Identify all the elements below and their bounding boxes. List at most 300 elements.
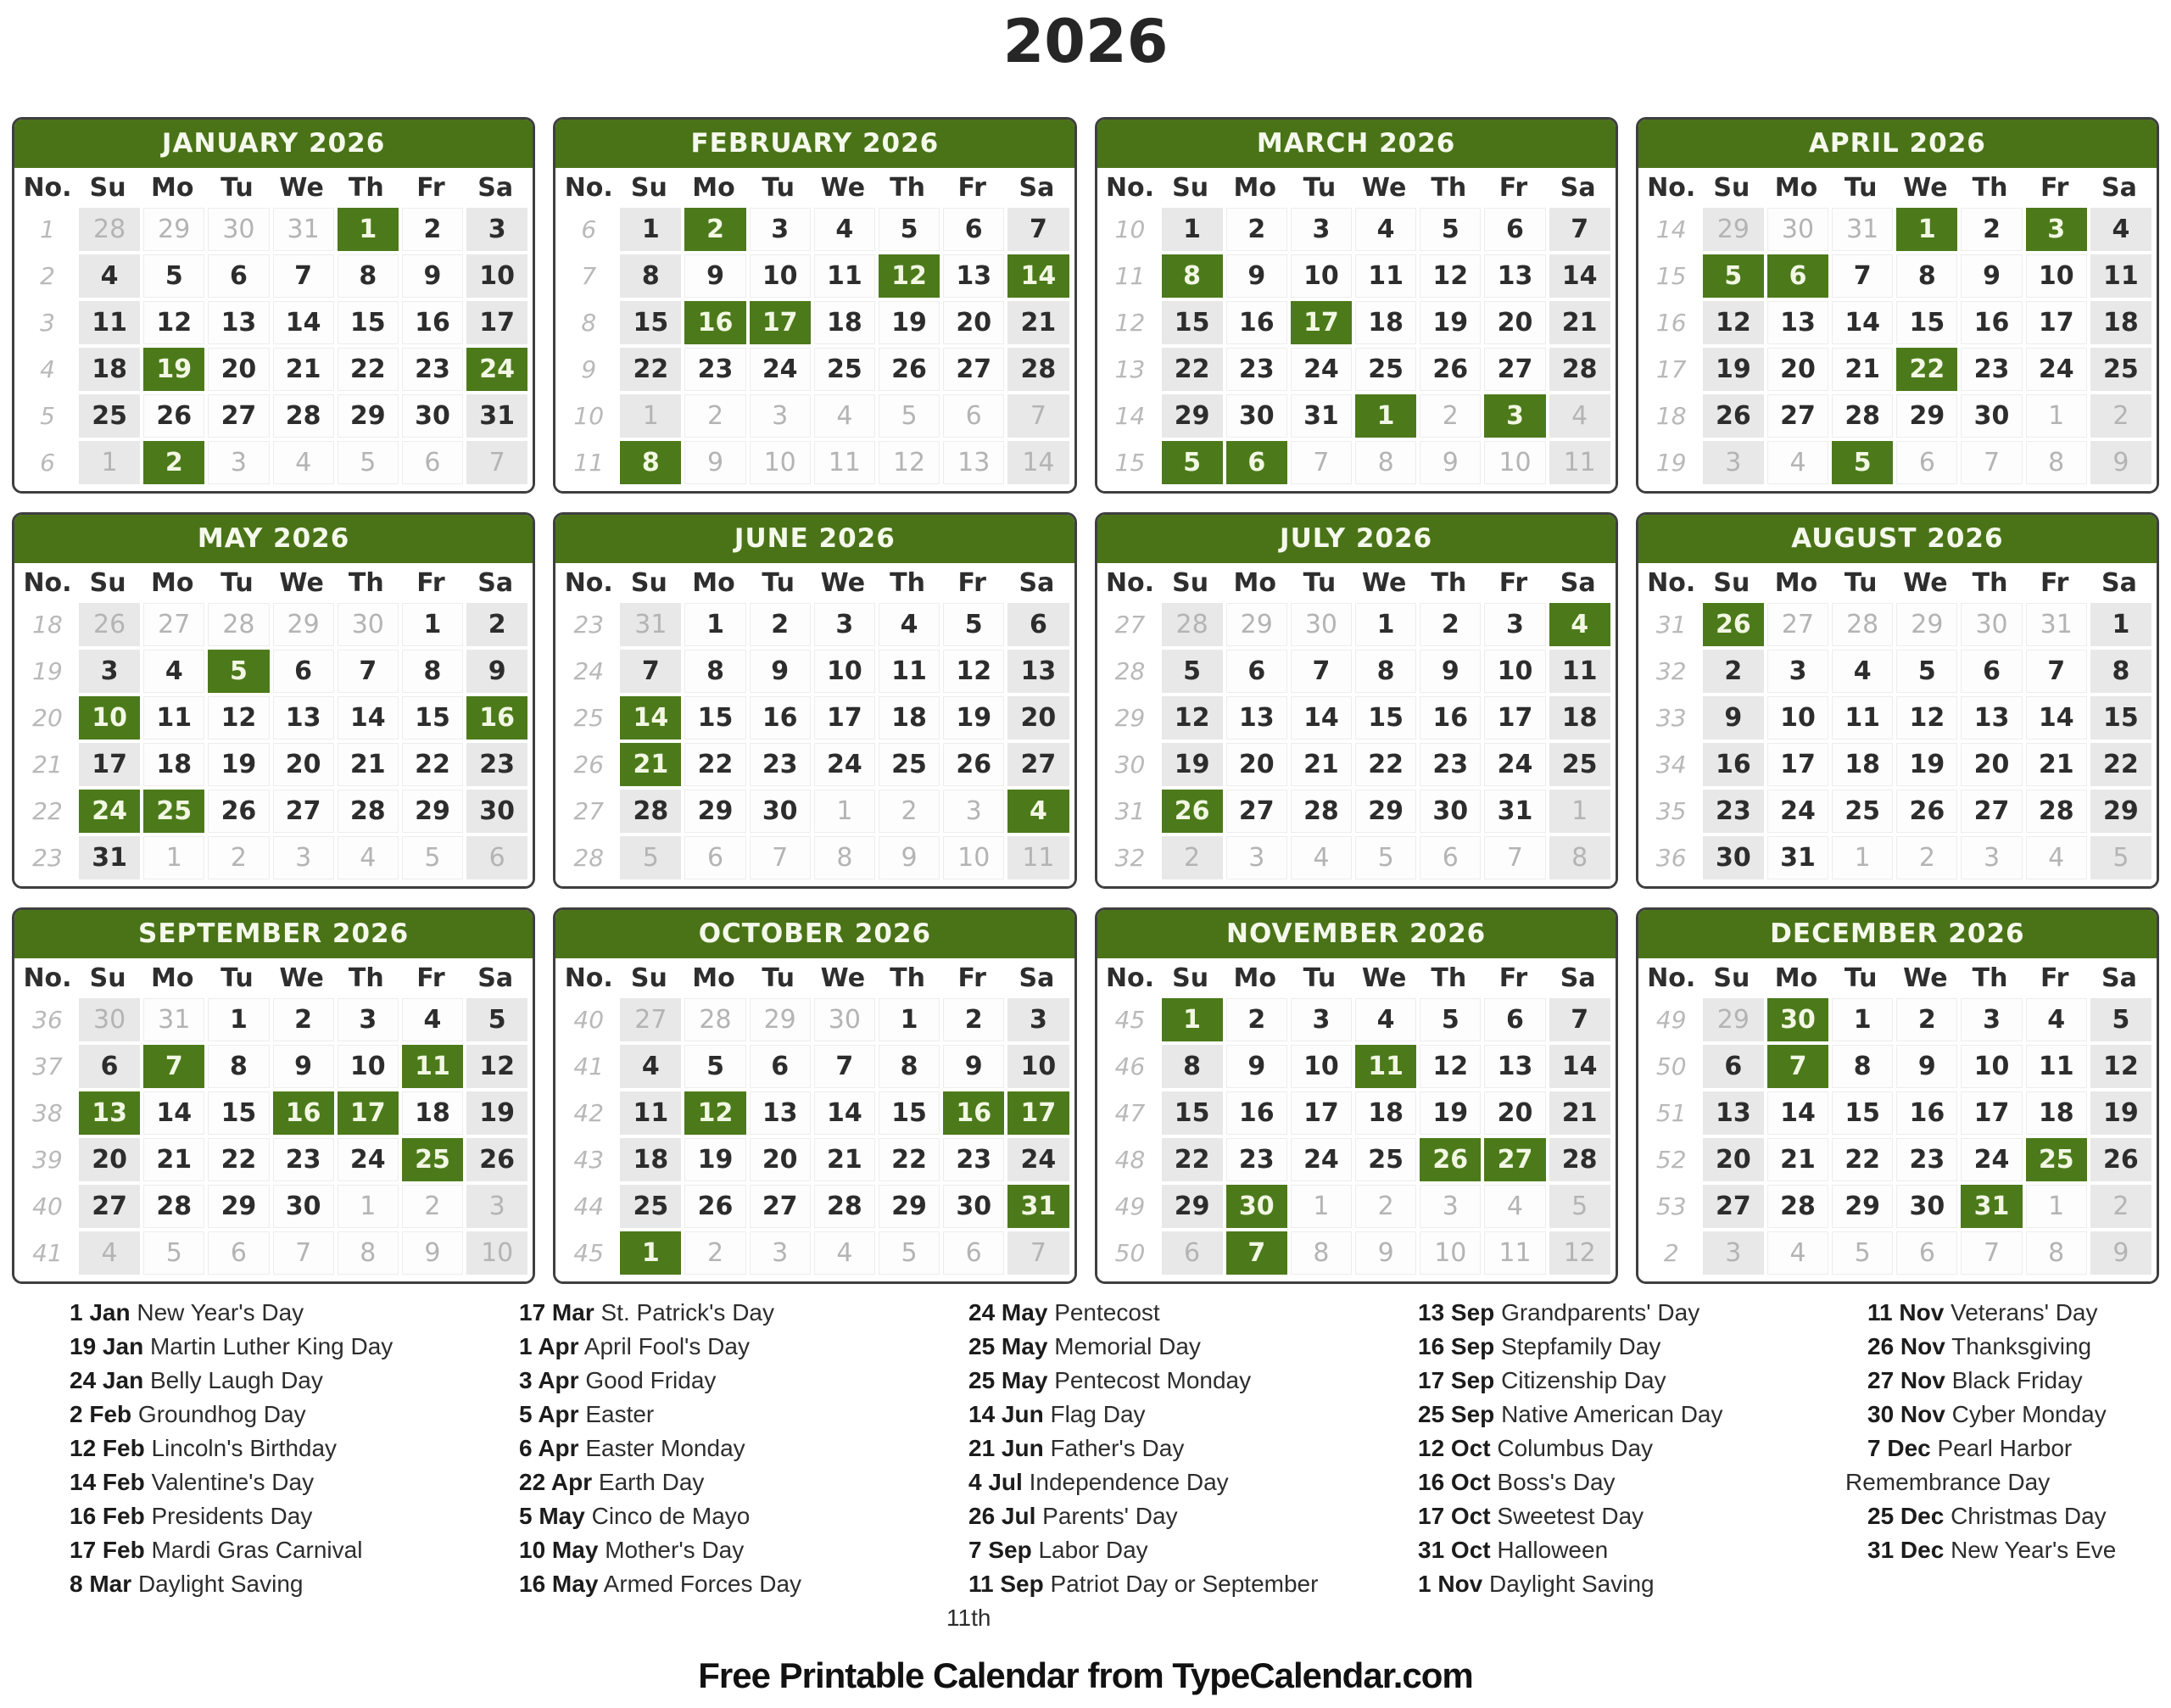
holiday-list — [47, 1296, 2171, 1635]
day-cell: 4 — [79, 1231, 140, 1275]
holiday-date: 16 Feb — [70, 1503, 145, 1530]
week-number: 19 — [32, 657, 63, 686]
holiday-date: 1 Jan — [70, 1299, 131, 1326]
day-cell: 3 — [1961, 836, 2022, 879]
day-cell: 6 — [1961, 650, 2022, 693]
day-cell: 10 — [1767, 696, 1828, 740]
day-cell-holiday: 21 — [620, 743, 681, 786]
day-cell: 5 — [879, 394, 940, 438]
day-cell-holiday: 30 — [1226, 1185, 1287, 1228]
holiday-name: Christmas Day — [1951, 1503, 2107, 1530]
week-number: 48 — [1114, 1146, 1146, 1175]
day-cell: 5 — [1420, 998, 1481, 1041]
day-cell-holiday: 31 — [1961, 1185, 2022, 1228]
day-cell: 10 — [466, 1231, 527, 1275]
holiday-entry — [497, 1296, 870, 1330]
holiday-date: 12 Feb — [70, 1435, 145, 1462]
day-cell: 12 — [1420, 254, 1481, 298]
day-cell: 14 — [1291, 696, 1352, 740]
day-cell-holiday: 8 — [620, 441, 681, 484]
holiday-date: 17 Feb — [70, 1537, 145, 1564]
week-number: 53 — [1655, 1192, 1687, 1221]
week-number: 41 — [32, 1239, 63, 1268]
day-cell: 4 — [338, 836, 399, 879]
day-cell-holiday: 5 — [1162, 441, 1223, 484]
holiday-date: 8 Mar — [70, 1571, 132, 1598]
day-cell: 6 — [943, 1231, 1004, 1275]
day-cell: 9 — [402, 254, 463, 298]
day-cell: 13 — [1484, 1045, 1545, 1088]
day-cell: 10 — [814, 650, 875, 693]
holiday-name: Native American Day — [1501, 1401, 1723, 1428]
day-cell: 13 — [1484, 254, 1545, 298]
day-cell: 11 — [879, 650, 940, 693]
day-cell: 6 — [466, 836, 527, 879]
holiday-date: 27 Nov — [1867, 1367, 1945, 1394]
week-number: 10 — [1114, 215, 1146, 244]
holiday-entry — [47, 1567, 421, 1601]
holiday-entry — [1396, 1330, 1769, 1364]
day-cell: 3 — [750, 1231, 811, 1275]
holiday-name: Armed Forces Day — [603, 1571, 802, 1598]
holiday-column — [1845, 1296, 2171, 1635]
weekday-header-row — [555, 958, 1074, 998]
day-cell: 29 — [338, 394, 399, 438]
day-cell-holiday: 12 — [684, 1091, 745, 1135]
day-cell: 22 — [1162, 1138, 1223, 1181]
week-number: 49 — [1655, 1006, 1687, 1035]
day-cell: 1 — [1549, 790, 1610, 833]
day-cell: 2 — [1420, 394, 1481, 438]
day-cell: 24 — [338, 1138, 399, 1181]
week-number: 34 — [1655, 751, 1687, 779]
day-cell: 8 — [1162, 1045, 1223, 1088]
holiday-entry — [497, 1432, 870, 1465]
holiday-date: 16 Oct — [1418, 1469, 1491, 1496]
month-card — [1636, 512, 2159, 889]
month-title: JUNE 2026 — [555, 515, 1074, 563]
month-card — [1636, 907, 2159, 1284]
weekday-label: Su — [1172, 963, 1209, 994]
holiday-name: Good Friday — [585, 1367, 717, 1394]
holiday-name: Earth Day — [598, 1469, 705, 1496]
holiday-date: 14 Jun — [968, 1401, 1044, 1428]
month-days-grid — [14, 998, 533, 1281]
day-cell: 4 — [879, 603, 940, 646]
week-number: 11 — [1114, 262, 1146, 291]
day-cell: 11 — [143, 696, 204, 740]
day-cell: 17 — [2026, 301, 2087, 344]
weekday-label: Sa — [477, 173, 514, 204]
weekday-label: Sa — [477, 963, 514, 994]
weekday-label: Th — [1431, 173, 1467, 204]
day-cell: 28 — [79, 208, 140, 251]
week-number: 6 — [581, 215, 597, 244]
day-cell: 4 — [1832, 650, 1893, 693]
day-cell: 2 — [1226, 208, 1287, 251]
day-cell: 25 — [1549, 743, 1610, 786]
weekday-label: Sa — [2101, 173, 2137, 204]
holiday-entry — [497, 1465, 870, 1499]
holiday-date: 1 Nov — [1418, 1571, 1483, 1598]
day-cell: 22 — [1162, 348, 1223, 391]
day-cell: 4 — [402, 998, 463, 1041]
day-cell: 20 — [208, 348, 269, 391]
week-number: 23 — [573, 611, 605, 639]
day-cell-holiday: 6 — [1226, 441, 1287, 484]
weekday-label: No. — [1647, 568, 1696, 599]
page-title: 2026 — [1002, 7, 1169, 76]
day-cell: 3 — [1007, 998, 1069, 1041]
holiday-column — [497, 1296, 870, 1635]
weekday-label: Tu — [1303, 568, 1337, 599]
day-cell: 23 — [1226, 348, 1287, 391]
day-cell: 4 — [1355, 208, 1416, 251]
day-cell: 6 — [943, 208, 1004, 251]
holiday-name: Memorial Day — [1054, 1333, 1201, 1360]
week-number: 46 — [1114, 1052, 1146, 1081]
month-title: AUGUST 2026 — [1638, 515, 2157, 563]
day-cell-holiday: 4 — [1549, 603, 1610, 646]
day-cell-holiday: 1 — [620, 1231, 681, 1275]
holiday-entry — [47, 1364, 421, 1398]
day-cell: 7 — [338, 650, 399, 693]
day-cell-holiday: 26 — [1420, 1138, 1481, 1181]
day-cell: 1 — [684, 603, 745, 646]
day-cell: 31 — [79, 836, 140, 879]
month-card — [553, 512, 1076, 889]
day-cell: 20 — [273, 743, 334, 786]
week-number: 33 — [1655, 704, 1687, 733]
day-cell-holiday: 26 — [1703, 603, 1764, 646]
day-cell: 30 — [273, 1185, 334, 1228]
holiday-entry — [47, 1296, 421, 1330]
day-cell: 9 — [1226, 254, 1287, 298]
day-cell: 14 — [143, 1091, 204, 1135]
holiday-entry — [47, 1398, 421, 1432]
day-cell: 29 — [2090, 790, 2151, 833]
week-number: 44 — [573, 1192, 605, 1221]
day-cell: 10 — [1291, 254, 1352, 298]
day-cell-holiday: 30 — [1767, 998, 1828, 1041]
holiday-name: Pearl Harbor Remembrance Day — [1845, 1435, 2073, 1496]
day-cell: 4 — [814, 394, 875, 438]
day-cell-holiday: 5 — [208, 650, 269, 693]
day-cell: 2 — [1226, 998, 1287, 1041]
day-cell: 21 — [1291, 743, 1352, 786]
week-number: 8 — [581, 309, 597, 338]
month-card — [553, 117, 1076, 494]
day-cell-holiday: 3 — [2026, 208, 2087, 251]
day-cell: 27 — [208, 394, 269, 438]
day-cell: 21 — [1832, 348, 1893, 391]
day-cell: 1 — [143, 836, 204, 879]
weekday-label: No. — [23, 173, 72, 204]
day-cell: 7 — [1961, 441, 2022, 484]
day-cell: 18 — [1832, 743, 1893, 786]
day-cell: 18 — [1355, 1091, 1416, 1135]
weekday-label: Tu — [1844, 173, 1878, 204]
day-cell: 13 — [208, 301, 269, 344]
holiday-date: 11 Sep — [968, 1571, 1044, 1598]
day-cell: 6 — [1896, 441, 1957, 484]
week-number: 41 — [573, 1052, 605, 1081]
day-cell: 25 — [814, 348, 875, 391]
holiday-name: Presidents Day — [151, 1503, 313, 1530]
day-cell: 3 — [1291, 208, 1352, 251]
day-cell: 18 — [2026, 1091, 2087, 1135]
day-cell: 27 — [143, 603, 204, 646]
day-cell: 22 — [620, 348, 681, 391]
week-number: 13 — [1114, 355, 1146, 384]
month-days-grid — [14, 208, 533, 491]
day-cell: 10 — [2026, 254, 2087, 298]
week-number: 37 — [32, 1052, 63, 1081]
holiday-date: 14 Feb — [70, 1469, 145, 1496]
weekday-label: Sa — [1019, 963, 1055, 994]
day-cell: 8 — [684, 650, 745, 693]
day-cell: 23 — [1961, 348, 2022, 391]
holiday-name: Daylight Saving — [1489, 1571, 1655, 1598]
day-cell: 9 — [273, 1045, 334, 1088]
weekday-label: Sa — [2101, 568, 2137, 599]
week-number: 20 — [32, 704, 63, 733]
day-cell: 18 — [1355, 301, 1416, 344]
day-cell: 1 — [208, 998, 269, 1041]
week-number: 15 — [1114, 449, 1146, 477]
holiday-date: 25 Dec — [1867, 1503, 1945, 1530]
week-number: 26 — [573, 751, 605, 779]
weekday-label: Su — [1713, 963, 1750, 994]
day-cell: 2 — [466, 603, 527, 646]
day-cell-holiday: 7 — [1226, 1231, 1287, 1275]
weekday-label: We — [1903, 568, 1948, 599]
week-number: 3 — [40, 309, 55, 338]
day-cell: 2 — [684, 394, 745, 438]
day-cell-holiday: 5 — [1703, 254, 1764, 298]
day-cell: 5 — [1896, 650, 1957, 693]
month-days-grid — [1097, 208, 1616, 491]
day-cell-holiday: 2 — [143, 441, 204, 484]
day-cell: 20 — [1767, 348, 1828, 391]
day-cell: 3 — [1484, 603, 1545, 646]
day-cell: 15 — [1162, 1091, 1223, 1135]
day-cell: 27 — [79, 1185, 140, 1228]
holiday-entry — [47, 1330, 421, 1364]
day-cell: 10 — [1007, 1045, 1069, 1088]
day-cell: 24 — [1484, 743, 1545, 786]
day-cell: 24 — [1961, 1138, 2022, 1181]
weekday-label: Tu — [220, 173, 254, 204]
day-cell: 28 — [1832, 394, 1893, 438]
day-cell: 14 — [273, 301, 334, 344]
day-cell: 31 — [143, 998, 204, 1041]
weekday-label: Mo — [1233, 173, 1276, 204]
day-cell: 3 — [273, 836, 334, 879]
day-cell: 9 — [684, 254, 745, 298]
holiday-entry — [1396, 1567, 1769, 1601]
day-cell: 8 — [620, 254, 681, 298]
day-cell: 28 — [273, 394, 334, 438]
holiday-entry — [1845, 1432, 2171, 1499]
weekday-label: Th — [890, 568, 925, 599]
week-number: 11 — [573, 449, 605, 477]
holiday-entry — [497, 1499, 870, 1533]
day-cell-holiday: 16 — [684, 301, 745, 344]
holiday-name: Easter — [585, 1401, 655, 1428]
day-cell: 13 — [943, 254, 1004, 298]
weekday-label: Sa — [1560, 568, 1596, 599]
weekday-label: Th — [890, 963, 925, 994]
holiday-date: 26 Nov — [1867, 1333, 1945, 1360]
day-cell: 15 — [1162, 301, 1223, 344]
weekday-label: Su — [1713, 173, 1750, 204]
holiday-date: 24 Jan — [70, 1367, 144, 1394]
weekday-label: We — [1903, 173, 1948, 204]
day-cell: 5 — [879, 1231, 940, 1275]
holiday-date: 22 Apr — [519, 1469, 593, 1496]
day-cell: 6 — [1703, 1045, 1764, 1088]
day-cell: 2 — [1703, 650, 1764, 693]
day-cell: 4 — [273, 441, 334, 484]
day-cell: 20 — [1007, 696, 1069, 740]
day-cell: 16 — [750, 696, 811, 740]
month-days-grid — [555, 208, 1074, 491]
day-cell: 6 — [750, 1045, 811, 1088]
day-cell: 27 — [273, 790, 334, 833]
day-cell: 9 — [1896, 1045, 1957, 1088]
month-days-grid — [1097, 998, 1616, 1281]
day-cell: 6 — [208, 1231, 269, 1275]
day-cell: 3 — [466, 208, 527, 251]
day-cell: 19 — [943, 696, 1004, 740]
day-cell: 25 — [79, 394, 140, 438]
holiday-entry — [1396, 1499, 1769, 1533]
weekday-label: Th — [1431, 963, 1467, 994]
day-cell: 8 — [2026, 441, 2087, 484]
weekday-label: Sa — [1019, 173, 1055, 204]
day-cell-holiday: 1 — [1355, 394, 1416, 438]
week-number: 2 — [40, 262, 55, 291]
day-cell: 1 — [1162, 208, 1223, 251]
week-number: 5 — [40, 402, 55, 431]
weekday-label: Fr — [416, 173, 445, 204]
day-cell: 30 — [79, 998, 140, 1041]
weekday-label: Fr — [957, 568, 986, 599]
weekday-label: Fr — [2040, 568, 2069, 599]
day-cell: 13 — [943, 441, 1004, 484]
weekday-label: Th — [1431, 568, 1467, 599]
day-cell: 26 — [2090, 1138, 2151, 1181]
week-number: 30 — [1114, 751, 1146, 779]
holiday-entry — [1396, 1432, 1769, 1465]
day-cell: 22 — [1832, 1138, 1893, 1181]
day-cell-holiday: 7 — [1767, 1045, 1828, 1088]
day-cell: 13 — [1767, 301, 1828, 344]
month-card — [1095, 907, 1618, 1284]
week-number: 31 — [1114, 797, 1146, 826]
day-cell: 21 — [2026, 743, 2087, 786]
day-cell: 14 — [814, 1091, 875, 1135]
weekday-label: Mo — [1233, 963, 1276, 994]
weekday-label: Th — [348, 568, 384, 599]
month-days-grid — [1638, 603, 2157, 886]
weekday-header-row — [555, 168, 1074, 208]
month-title: JULY 2026 — [1097, 515, 1616, 563]
day-cell-holiday: 26 — [1162, 790, 1223, 833]
holiday-date: 31 Dec — [1867, 1537, 1945, 1564]
day-cell: 3 — [1226, 836, 1287, 879]
day-cell: 9 — [750, 650, 811, 693]
weekday-label: Su — [1713, 568, 1750, 599]
day-cell: 26 — [208, 790, 269, 833]
holiday-entry — [946, 1296, 1320, 1330]
holiday-entry — [1845, 1499, 2171, 1533]
day-cell: 29 — [208, 1185, 269, 1228]
day-cell-holiday: 1 — [338, 208, 399, 251]
day-cell-holiday: 24 — [466, 348, 527, 391]
day-cell: 8 — [1355, 441, 1416, 484]
day-cell: 19 — [1703, 348, 1764, 391]
day-cell: 20 — [1484, 1091, 1545, 1135]
day-cell: 4 — [2026, 836, 2087, 879]
day-cell: 11 — [1832, 696, 1893, 740]
weekday-label: We — [820, 568, 866, 599]
week-number: 15 — [1655, 262, 1687, 291]
day-cell: 13 — [1226, 696, 1287, 740]
day-cell: 17 — [79, 743, 140, 786]
day-cell: 24 — [750, 348, 811, 391]
day-cell: 20 — [1484, 301, 1545, 344]
day-cell: 12 — [143, 301, 204, 344]
holiday-name: Citizenship Day — [1501, 1367, 1666, 1394]
week-number: 38 — [32, 1099, 63, 1128]
week-number: 40 — [573, 1006, 605, 1035]
day-cell: 20 — [750, 1138, 811, 1181]
holiday-date: 21 Jun — [968, 1435, 1044, 1462]
holiday-date: 7 Sep — [968, 1537, 1032, 1564]
day-cell: 10 — [1420, 1231, 1481, 1275]
day-cell-holiday: 16 — [273, 1091, 334, 1135]
day-cell: 9 — [2090, 441, 2151, 484]
day-cell: 31 — [1832, 208, 1893, 251]
day-cell: 16 — [1420, 696, 1481, 740]
week-number: 50 — [1655, 1052, 1687, 1081]
week-number: 47 — [1114, 1099, 1146, 1128]
holiday-name: Black Friday — [1951, 1367, 2083, 1394]
weekday-label: Su — [89, 963, 126, 994]
day-cell: 25 — [1355, 1138, 1416, 1181]
day-cell: 19 — [2090, 1091, 2151, 1135]
day-cell: 15 — [1896, 301, 1957, 344]
day-cell-holiday: 14 — [1007, 254, 1069, 298]
weekday-header-row — [1638, 563, 2157, 603]
day-cell: 18 — [143, 743, 204, 786]
day-cell: 11 — [1355, 254, 1416, 298]
day-cell: 13 — [1703, 1091, 1764, 1135]
day-cell: 30 — [814, 998, 875, 1041]
day-cell: 2 — [750, 603, 811, 646]
day-cell-holiday: 2 — [684, 208, 745, 251]
day-cell: 29 — [1703, 208, 1764, 251]
day-cell: 16 — [1896, 1091, 1957, 1135]
day-cell: 27 — [943, 348, 1004, 391]
weekday-label: Mo — [692, 963, 735, 994]
holiday-name: New Year's Eve — [1951, 1537, 2117, 1564]
holiday-entry — [1396, 1296, 1769, 1330]
weekday-label: Mo — [692, 173, 735, 204]
day-cell: 5 — [943, 603, 1004, 646]
